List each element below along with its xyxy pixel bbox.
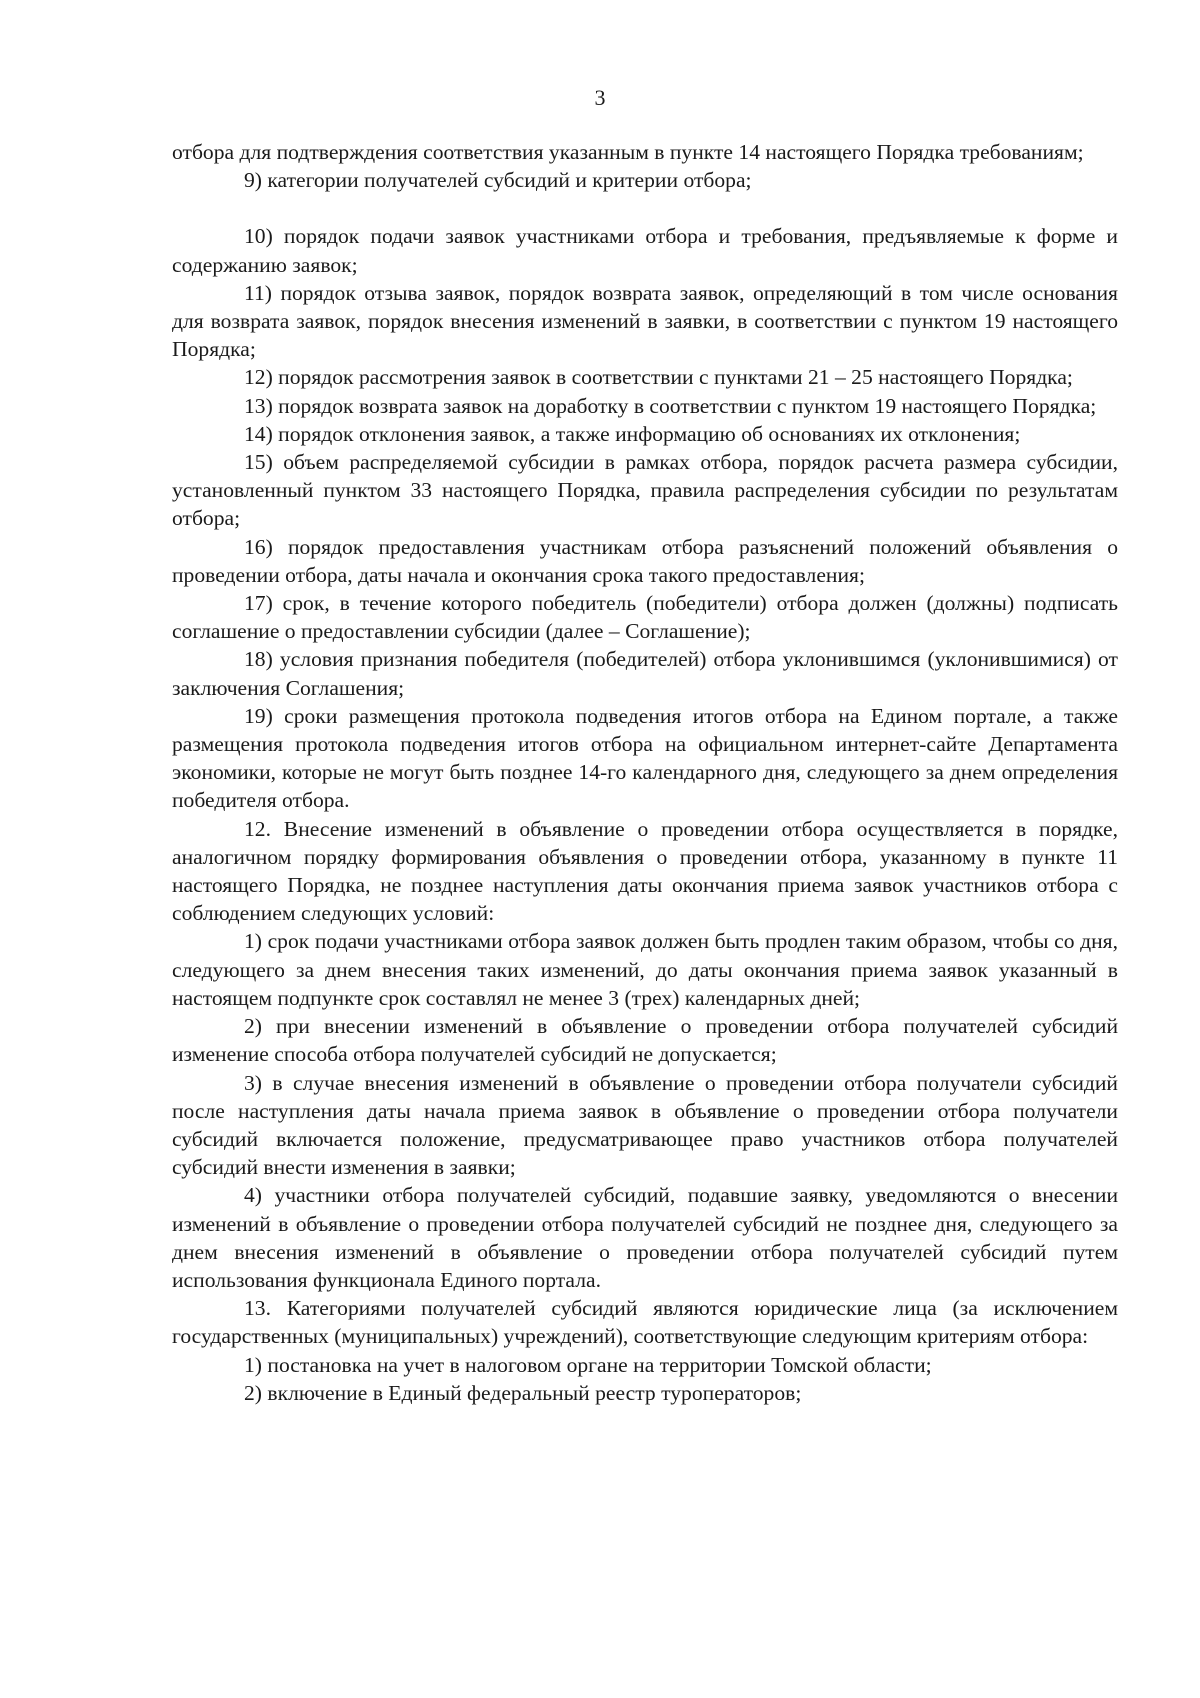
- list-item-9: 9) категории получателей субсидий и критерии отбора;: [244, 168, 752, 193]
- list-item-17: 17) срок, в течение которого победитель (победители) отбора должен (должны) подписать соглашение о предоставлении субсидии (далее – Соглашение);: [172, 591, 1118, 644]
- list-item-11: 11) порядок отзыва заявок, порядок возврата заявок, определяющий в том числе основания для возврата заявок, порядок внесения изменений в заявки, в соответствии с пунктом 19 настоящего Порядка;: [172, 280, 1118, 362]
- section-13-item-2: 2) включение в Единый федеральный реестр туроператоров;: [244, 1380, 802, 1405]
- list-item-14: 14) порядок отклонения заявок, а также информацию об основаниях их отклонения;: [244, 421, 1021, 446]
- section-12-item-2: 2) при внесении изменений в объявление о проведении отбора получателей субсидий изменение способа отбора получателей субсидий не допускается;: [172, 1014, 1118, 1067]
- section-12-item-1: 1) срок подачи участниками отбора заявок должен быть продлен таким образом, чтобы со дня, следующего за днем внесения таких изменений, до даты окончания приема заявок указанный в настоящем подпункте срок составлял не менее 3 (трех) календарных дней;: [172, 929, 1118, 1010]
- section-12-item-4: 4) участники отбора получателей субсидий, подавшие заявку, уведомляются о внесении изменений в объявление о проведении отбора получателей субсидий не позднее дня, следующего за днем внесения изменений в объявление о проведении отбора получателей субсидий путем использования функционала Единого портала.: [172, 1183, 1118, 1292]
- list-item-10: 10) порядок подачи заявок участниками отбора и требования, предъявляемые к форме и содержанию заявок;: [172, 224, 1118, 277]
- list-item-19: 19) сроки размещения протокола подведения итогов отбора на Едином портале, а также размещения протокола подведения итогов отбора на официальном интернет-сайте Департамента экономики, которые не могут быть позднее 14-го календарного дня, следующего за днем определения победителя отбора.: [172, 703, 1118, 813]
- list-item-18: 18) условия признания победителя (победителей) отбора уклонившимся (уклонившимися) от заключения Соглашения;: [172, 647, 1118, 700]
- list-item-15: 15) объем распределяемой субсидии в рамках отбора, порядок расчета размера субсидии, установленный пунктом 33 настоящего Порядка, правила распределения субсидии по результатам отбора;: [172, 450, 1118, 531]
- list-item-13: 13) порядок возврата заявок на доработку в соответствии с пунктом 19 настоящего Порядка;: [244, 393, 1097, 418]
- section-13-item-1: 1) постановка на учет в налоговом органе на территории Томской области;: [244, 1352, 932, 1377]
- list-item-12: 12) порядок рассмотрения заявок в соответствии с пунктами 21 – 25 настоящего Порядка;: [244, 365, 1073, 390]
- section-12: 12. Внесение изменений в объявление о проведении отбора осуществляется в порядке, аналогичном порядку формирования объявления о проведении отбора, указанному в пункте 11 настоящего Порядка, не позднее наступления даты окончания приема заявок участников отбора с соблюдением следующих условий:: [172, 816, 1118, 926]
- section-13: 13. Категориями получателей субсидий являются юридические лица (за исключением государственных (муниципальных) учреждений), соответствующие следующим критериям отбора:: [172, 1296, 1118, 1349]
- list-item-16: 16) порядок предоставления участникам отбора разъяснений положений объявления о проведении отбора, даты начала и окончания срока такого предоставления;: [172, 534, 1118, 587]
- section-12-item-3: 3) в случае внесения изменений в объявление о проведении отбора получатели субсидий после наступления даты начала приема заявок в объявление о проведении отбора получатели субсидий включается положение, предусматривающее право участников отбора получателей субсидий внести изменения в заявки;: [172, 1070, 1118, 1180]
- document-body: [172, 138, 1118, 1407]
- paragraph-continuation: отбора для подтверждения соответствия указанным в пункте 14 настоящего Порядка требованиям;: [172, 140, 1084, 164]
- page-number: 3: [594, 85, 606, 110]
- blank-line: [172, 194, 1118, 222]
